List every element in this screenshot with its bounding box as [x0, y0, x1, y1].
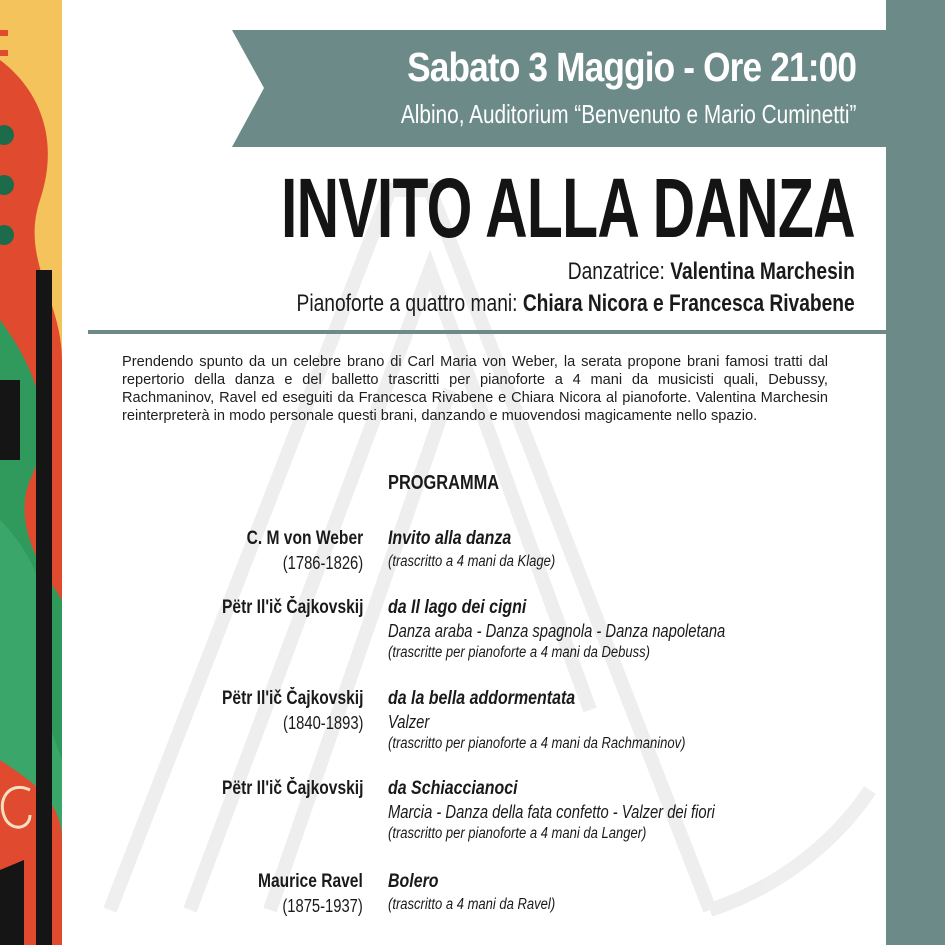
performer-name: Chiara Nicora e Francesca Rivabene [523, 290, 855, 317]
piece [388, 870, 587, 916]
piece-title: da Schiaccianoci [388, 778, 518, 799]
composer [221, 527, 363, 575]
performer-name: Valentina Marchesin [670, 258, 855, 285]
composer [235, 870, 363, 918]
performer-pianists [297, 290, 855, 318]
piece-title: Invito alla danza [388, 528, 512, 549]
composer-dates: (1875-1937) [282, 896, 363, 916]
performer-label: Pianoforte a quattro mani: [296, 290, 524, 317]
event-title: INVITO ALLA DANZA [281, 161, 855, 255]
composer-name: Pëtr Il'ič Čajkovskij [221, 597, 363, 618]
composer-name: Pëtr Il'ič Čajkovskij [221, 688, 363, 709]
piece-note: (trascritto a 4 mani da Ravel) [388, 896, 556, 913]
piece-movements: Marcia - Danza della fata confetto - Valzer dei fiori [388, 802, 715, 822]
abstract-instruments-illustration [0, 0, 62, 945]
decorative-art-strip [0, 0, 62, 945]
composer-name: Pëtr Il'ič Čajkovskij [221, 778, 363, 799]
piece-title: da Il lago dei cigni [388, 597, 527, 618]
composer [191, 596, 363, 620]
piece [388, 527, 587, 573]
performer-label: Danzatrice: [567, 258, 671, 285]
piece-note: (trascritte per pianoforte a 4 mani da Debuss) [388, 644, 650, 661]
event-venue: Albino, Auditorium “Benvenuto e Mario Cuminetti” [400, 99, 856, 129]
piece [388, 687, 742, 755]
composer [191, 777, 363, 801]
event-description: Prendendo spunto da un celebre brano di Carl Maria von Weber, la serata propone brani famosi tratti dal repertorio della danza e del balletto trascritti per pianoforte a 4 mani da musicisti quali, Debussy, Rachmaninov, Ravel ed eseguiti da Francesca Rivabene e Chiara Nicora al pianoforte. Valentina Marchesin reinterpreterà in modo personale questi brani, danzando e muovendosi magicamente nello spazio. [122, 354, 828, 424]
piece [388, 596, 799, 664]
piece-title: Bolero [388, 871, 439, 892]
piece-movements: Valzer [388, 712, 430, 732]
event-date-time: Sabato 3 Maggio - Ore 21:00 [406, 44, 856, 90]
composer-dates: (1840-1893) [282, 713, 363, 733]
composer-name: Maurice Ravel [258, 871, 363, 892]
programma-heading: PROGRAMMA [388, 472, 500, 494]
composer [191, 687, 363, 735]
composer-dates: (1786-1826) [282, 553, 363, 573]
piece-note: (trascritto per pianoforte a 4 mani da Rachmaninov) [388, 735, 686, 752]
piece-note: (trascritto a 4 mani da Klage) [388, 553, 556, 570]
right-border-strip [886, 0, 945, 945]
performer-dancer [568, 258, 855, 286]
section-divider [88, 330, 886, 334]
piece-note: (trascritto per pianoforte a 4 mani da Langer) [388, 825, 647, 842]
event-banner [232, 30, 886, 147]
piece-title: da la bella addormentata [388, 688, 576, 709]
piece-movements: Danza araba - Danza spagnola - Danza napoletana [388, 621, 726, 641]
piece [388, 777, 787, 845]
composer-name: C. M von Weber [246, 528, 363, 549]
